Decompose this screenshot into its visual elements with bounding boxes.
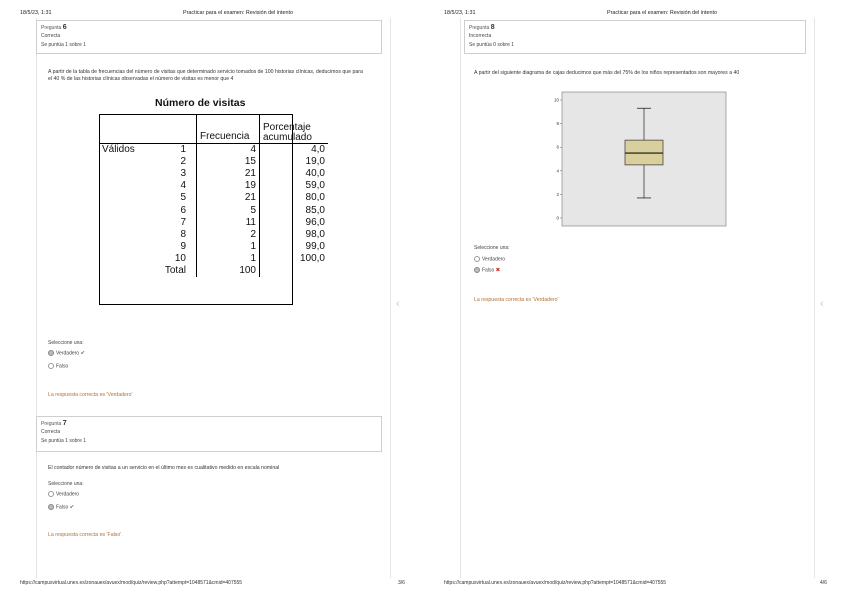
- question-number: [41, 420, 67, 427]
- y-tick-label: 4: [556, 168, 559, 174]
- y-tick-label: 8: [556, 121, 559, 127]
- cumulative-cell: 80,0: [305, 192, 325, 204]
- question-info-box: [36, 416, 382, 452]
- category-cell: 6: [180, 204, 186, 216]
- content-border-left: [460, 18, 461, 578]
- question-label: Pregunta: [41, 25, 62, 31]
- option-false[interactable]: [48, 504, 74, 510]
- table-title: Número de visitas: [155, 97, 246, 109]
- radio-true[interactable]: [48, 350, 54, 356]
- question-text: A partir del siguiente diagrama de cajas deducimos que más del 75% de los niños representados son mayores a 40: [474, 70, 740, 76]
- question-text: El contador número de visitas a un servicio en el último mes es cualitativo medido en escala nominal: [48, 465, 280, 471]
- chevron-left-icon[interactable]: ‹: [820, 298, 824, 310]
- row-label-cell: [99, 168, 151, 180]
- print-title: Practicar para el examen: Revisión del intento: [183, 10, 293, 16]
- frequency-cell: 21: [197, 192, 260, 204]
- select-prompt: Seleccione una:: [48, 481, 84, 487]
- cumulative-cell: 40,0: [305, 168, 325, 180]
- table-row: [99, 204, 328, 216]
- table-row: [99, 156, 328, 168]
- option-label: Falso: [56, 363, 69, 370]
- radio-true[interactable]: [48, 491, 54, 497]
- table-row: [99, 180, 328, 192]
- question-info-box: [36, 20, 382, 54]
- table-row: [99, 217, 328, 229]
- cumulative-cell: 4,0: [311, 144, 325, 156]
- cumulative-cell: 96,0: [305, 216, 325, 228]
- row-label-cell: [99, 156, 151, 168]
- table-row: [99, 253, 328, 265]
- option-label: Verdadero: [56, 350, 80, 357]
- row-label-cell: [99, 217, 151, 229]
- select-prompt: Seleccione una:: [474, 245, 510, 251]
- question-number: [41, 24, 67, 31]
- option-label: Verdadero: [482, 256, 506, 263]
- y-tick-label: 2: [556, 191, 559, 197]
- category-cell: 5: [180, 192, 186, 204]
- question-number-value: 7: [62, 420, 67, 427]
- question-number: [469, 24, 495, 31]
- frequency-cell: 1: [197, 253, 260, 265]
- frequency-cell: 1: [197, 241, 260, 253]
- row-label-cell: [99, 265, 151, 277]
- option-label: Falso: [482, 267, 495, 274]
- question-number-value: 8: [490, 24, 495, 31]
- category-cell: 4: [180, 180, 186, 192]
- option-false[interactable]: [48, 363, 68, 369]
- correct-answer: La respuesta correcta es 'Verdadero': [474, 297, 559, 303]
- frequency-cell: 15: [197, 156, 260, 168]
- option-label: Verdadero: [56, 491, 80, 498]
- print-datetime: 18/5/23, 1:31: [444, 10, 476, 16]
- frequency-cell: 11: [197, 217, 260, 229]
- category-cell: 1: [180, 144, 186, 156]
- content-border-right: [390, 18, 391, 578]
- footer-page-number: 3/6: [398, 580, 405, 586]
- question-text: A partir de la tabla de frecuencias del número de visitas que determinado servicio tomados de 100 historias clínicas, deducimos que para el 40 % de las historias clínicas observadas el número de visitas es menor que 4: [48, 69, 363, 82]
- cumulative-cell: 100,0: [299, 252, 325, 264]
- category-cell: 7: [180, 216, 186, 228]
- content-border-right: [814, 18, 815, 578]
- footer-page-number: 4/6: [820, 580, 827, 586]
- radio-false[interactable]: [474, 267, 480, 273]
- question-state: Correcta: [41, 429, 61, 435]
- y-axis: [554, 98, 562, 221]
- row-label-cell: Válidos: [102, 144, 135, 156]
- footer-url: https://campusvirtual.unex.es/zonauex/avuex/mod/quiz/review.php?attempt=1048571&cmid=407555: [444, 580, 667, 586]
- table-row: [99, 229, 328, 241]
- iqr-box: [625, 140, 663, 165]
- frequency-cell: 21: [197, 168, 260, 180]
- cross-icon: ✖: [495, 267, 501, 274]
- cumulative-cell: 19,0: [305, 156, 325, 168]
- table-row: [99, 144, 328, 157]
- radio-true[interactable]: [474, 256, 480, 262]
- question-state: Correcta: [41, 33, 61, 39]
- cumulative-cell: 99,0: [305, 240, 325, 252]
- question-state: Incorrecta: [469, 33, 492, 39]
- check-icon: ✔: [69, 504, 75, 511]
- cumulative-cell: [260, 265, 329, 277]
- table-row: [99, 192, 328, 204]
- correct-answer: La respuesta correcta es 'Falso': [48, 532, 122, 538]
- frequency-cell: 5: [197, 204, 260, 216]
- chevron-left-icon[interactable]: ‹: [396, 298, 400, 310]
- option-true[interactable]: [48, 491, 79, 497]
- check-icon: ✔: [80, 350, 86, 357]
- category-cell: 10: [174, 252, 186, 264]
- header-cumulative: Porcentaje acumulado: [260, 114, 329, 144]
- radio-false[interactable]: [48, 363, 54, 369]
- y-tick-label: 6: [556, 144, 559, 150]
- print-datetime: 18/5/23, 1:31: [20, 10, 52, 16]
- frequency-table: [99, 114, 328, 277]
- select-prompt: Seleccione una:: [48, 340, 84, 346]
- y-tick-label: 0: [556, 215, 559, 221]
- question-label: Pregunta: [469, 25, 490, 31]
- correct-answer: La respuesta correcta es 'Verdadero': [48, 392, 133, 398]
- question-grade: Se puntúa 1 sobre 1: [41, 42, 87, 48]
- option-true[interactable]: [48, 350, 85, 356]
- category-cell: 3: [180, 168, 186, 180]
- question-grade: Se puntúa 1 sobre 1: [41, 438, 87, 444]
- table-row: [99, 168, 328, 180]
- content-border-left: [36, 18, 37, 578]
- option-true[interactable]: [474, 256, 505, 262]
- category-cell: 2: [180, 156, 186, 168]
- table-row: [99, 241, 328, 253]
- row-label-cell: [99, 241, 151, 253]
- radio-false[interactable]: [48, 504, 54, 510]
- cumulative-cell: 85,0: [305, 204, 325, 216]
- print-title: Practicar para el examen: Revisión del intento: [607, 10, 717, 16]
- frequency-cell: 100: [197, 265, 260, 277]
- table-body: [99, 144, 328, 278]
- header-cell: [151, 114, 197, 144]
- frequency-cell: 4: [197, 144, 260, 157]
- question-label: Pregunta: [41, 421, 62, 427]
- header-cell: [99, 114, 151, 144]
- header-frequency: Frecuencia: [197, 114, 260, 144]
- category-cell: 9: [180, 240, 186, 252]
- option-false[interactable]: [474, 267, 500, 273]
- category-cell: Total: [164, 264, 186, 276]
- frequency-cell: 2: [197, 229, 260, 241]
- option-label: Falso: [56, 504, 69, 511]
- page-right: [424, 0, 848, 599]
- row-label-cell: [99, 204, 151, 216]
- table-header-row: [99, 114, 328, 144]
- boxplot-chart: [548, 90, 728, 232]
- footer-url: https://campusvirtual.unex.es/zonauex/avuex/mod/quiz/review.php?attempt=1048571&cmid=407555: [20, 580, 243, 586]
- table-row: [99, 265, 328, 277]
- cumulative-cell: 59,0: [305, 180, 325, 192]
- row-label-cell: [99, 192, 151, 204]
- category-cell: 8: [180, 228, 186, 240]
- row-label-cell: [99, 253, 151, 265]
- frequency-cell: 19: [197, 180, 260, 192]
- question-number-value: 6: [62, 24, 67, 31]
- question-grade: Se puntúa 0 sobre 1: [469, 42, 515, 48]
- question-info-box: [464, 20, 806, 54]
- row-label-cell: [99, 229, 151, 241]
- row-label-cell: [99, 180, 151, 192]
- y-tick-label: 10: [553, 97, 559, 103]
- cumulative-cell: 98,0: [305, 228, 325, 240]
